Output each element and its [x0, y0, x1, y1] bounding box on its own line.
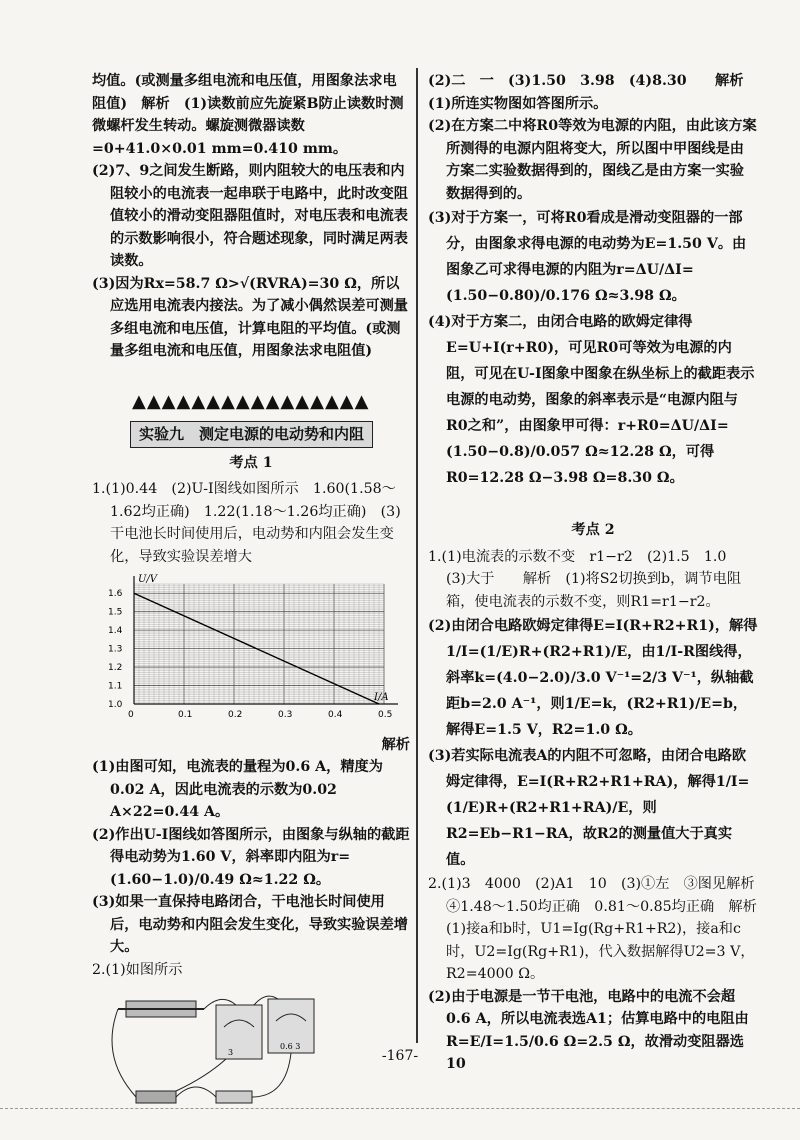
- y-tick-label: 1.3: [108, 644, 123, 655]
- question-1-answer: 1.(1)0.44 (2)U-I图线如图所示 1.60(1.58～1.62均正确) 1.22(1.18～1.26均正确) (3)干电池长时间使用后，电动势和内阻会发生变化，导致实验误差增大: [92, 481, 401, 565]
- ui-chart: [102, 572, 410, 730]
- section-title: 实验九 测定电源的电动势和内阻: [130, 421, 373, 448]
- right-kaodian2-1: 1.(1)电流表的示数不变 r1−r2 (2)1.5 1.0 (3)大于 解析 (1)将S2切换到b，调节电阻箱，使电流表的示数不变，则R1=r1−r2。: [428, 548, 742, 610]
- right-kaodian2-5: (2)由于电源是一节干电池，电路中的电流不会超0.6 A，所以电流表选A1；估算电路中的电阻由R=E/I=1.5/0.6 Ω=2.5 Ω，故滑动变阻器选10: [428, 988, 749, 1072]
- column-divider: [416, 68, 418, 1043]
- right-paragraph-1: (2)二 一 (3)1.50 3.98 (4)8.30 解析: [428, 73, 744, 89]
- left-analysis-3: (3)如果一直保持电路闭合，干电池长时间使用后，电动势和内阻会发生变化，导致实验误差增大。: [92, 894, 408, 955]
- right-kaodian2-3: (3)若实际电流表A的内阻不可忽略，由闭合电路欧姆定律得，E=I(R+R2+R1+RA)，解得1/I=(1/E)R+(R2+R1+RA)/E，则R2=Eb−R1−RA，故R2的测量值大于真实值。: [428, 748, 750, 868]
- right-kaodian2-4: 2.(1)3 4000 (2)A1 10 (3)①左 ③图见解析 ④1.48～1.50均正确 0.81～0.85均正确 解析 (1)接a和b时，U1=Ig(Rg+R1+R2)，接a和c时，U2=Ig(Rg+R1)，代入数据解得U2=3 V，R2=4000 Ω。: [428, 876, 771, 982]
- footer-line: [0, 1108, 800, 1110]
- question-2-answer: 2.(1)如图所示: [92, 961, 183, 978]
- y-tick-label: 1.0: [108, 700, 123, 710]
- kaodian-1-heading: 考点 1: [229, 454, 273, 471]
- y-tick-label: 1.5: [108, 607, 123, 618]
- right-kaodian2-2: (2)由闭合电路欧姆定律得E=I(R+R2+R1)，解得1/I=(1/E)R+(R2+R1)/E，由1/I-R图线得，斜率k=(4.0−2.0)/3.0 V⁻¹=2/3 V⁻¹，纵轴截距b=2.0 A⁻¹，则1/E=k，(R2+R1)/E=b，解得E=1.5 V，R2=1.0 Ω。: [428, 618, 758, 738]
- x-tick-label: 0.3: [278, 710, 293, 720]
- y-axis-label: U/V: [138, 574, 158, 585]
- left-paragraph-3: (3)因为Rx=58.7 Ω>√(RVRA)=30 Ω，所以应选用电流表内接法。为了减小偶然误差可测量多组电流和电压值，计算电阻的平均值。(或测量多组电流和电压值，用图象法求电阻值): [92, 275, 408, 359]
- kaodian-2-heading: 考点 2: [571, 522, 615, 538]
- left-paragraph-2: (2)7、9之间发生断路，则内阻较大的电压表和内阻较小的电流表一起串联于电路中，此时改变阻值较小的滑动变阻器阻值时，对电压表和电流表的示数影响很小，符合题述现象，同时满足两表读数。: [92, 163, 408, 269]
- x-tick-label: 0.4: [328, 710, 343, 720]
- battery-shape: [136, 1091, 176, 1103]
- right-paragraph-3: (2)在方案二中将R0等效为电源的内阻，由此该方案所测得的电源内阻将变大，所以图中甲图线是由方案二实验数据得到的，图线乙是由方案一实验数据得到的。: [428, 118, 757, 202]
- left-paragraph-1: 均值。(或测量多组电流和电压值，用图象法求电阻值) 解析 (1)读数前应先旋紧B防止读数时测微螺杆发生转动。螺旋测微器读数=0+41.0×0.01 mm=0.410 mm。: [92, 73, 404, 157]
- ui-chart-svg: [102, 572, 402, 722]
- left-analysis-2: (2)作出U-I图线如答图所示，由图象与纵轴的截距得电动势为1.60 V，斜率即内阻为r=(1.60−1.0)/0.49 Ω≈1.22 Ω。: [92, 826, 410, 888]
- x-tick-label: 0.2: [228, 710, 243, 720]
- switch-shape: [216, 1091, 252, 1103]
- y-tick-label: 1.2: [108, 663, 123, 674]
- x-tick-label: 0: [128, 710, 134, 720]
- voltmeter-terminal-label: 0.6 3: [280, 1042, 301, 1051]
- y-tick-label: 1.4: [108, 626, 123, 637]
- x-axis-label: I/A: [374, 692, 389, 703]
- jiexi-label: 解析: [381, 736, 410, 753]
- ammeter-terminal-label: 3: [228, 1048, 234, 1057]
- y-tick-label: 1.1: [108, 681, 123, 692]
- right-column: [428, 70, 771, 1076]
- triangle-divider: ▲▲▲▲▲▲▲▲▲▲▲▲▲▲▲▲: [132, 390, 370, 412]
- x-tick-label: 0.1: [178, 710, 193, 720]
- left-analysis-1: (1)由图可知，电流表的量程为0.6 A，精度为0.02 A，因此电流表的示数为0.02 A×22=0.44 A。: [92, 759, 383, 820]
- right-paragraph-2: (1)所连实物图如答图所示。: [428, 95, 608, 112]
- right-paragraph-5: (4)对于方案二，由闭合电路的欧姆定律得E=U+I(r+R0)，可见R0可等效为电源的内阻，可见在U-I图象中图象在纵坐标上的截距表示电源的电动势，图象的斜率表示是“电源内阻与R0之和”，由图象甲可得：r+R0=ΔU/ΔI=(1.50−0.8)/0.057 Ω≈12.28 Ω，可得R0=12.28 Ω−3.98 Ω=8.30 Ω。: [428, 314, 755, 486]
- x-tick-label: 0.5: [378, 710, 393, 720]
- right-paragraph-4: (3)对于方案一，可将R0看成是滑动变阻器的一部分，由图象求得电源的电动势为E=1.50 V。由图象乙可求得电源的内阻为r=ΔU/ΔI=(1.50−0.80)/0.176 Ω≈3.98 Ω。: [428, 210, 747, 304]
- left-column: [92, 70, 410, 1135]
- y-tick-label: 1.6: [108, 589, 123, 600]
- page-number: -167-: [381, 1048, 419, 1064]
